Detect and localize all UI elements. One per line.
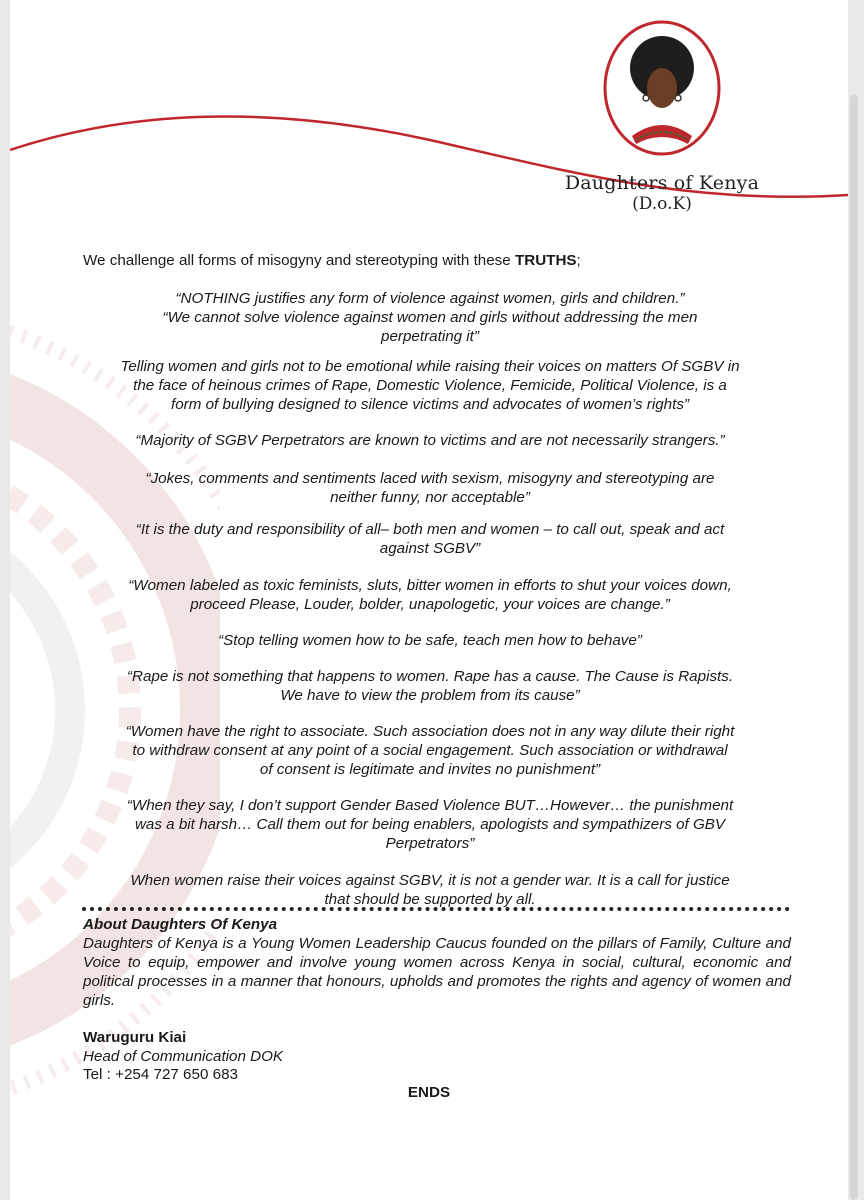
truth-paragraph [50, 796, 810, 853]
truth-line: Perpetrators” [385, 835, 475, 852]
about-heading: About Daughters Of Kenya [83, 916, 278, 933]
brand-block [558, 172, 766, 214]
truth-paragraph [50, 469, 810, 507]
brand-name: Daughters of Kenya [564, 172, 760, 194]
truth-line: “Jokes, comments and sentiments laced with sexism, misogyny and stereotyping are [145, 470, 715, 487]
truth-line: Telling women and girls not to be emotional while raising their voices on matters Of SGBV in [120, 358, 740, 375]
truth-paragraph [50, 357, 810, 414]
truth-line: perpetrating it” [381, 328, 479, 345]
truth-line: the face of heinous crimes of Rape, Domestic Violence, Femicide, Political Violence, is a [133, 377, 727, 394]
signatory-phone: Tel : +254 727 650 683 [83, 1066, 238, 1083]
truth-paragraph [50, 289, 810, 346]
signatory-name: Waruguru Kiai [83, 1029, 187, 1046]
truth-paragraph [50, 520, 810, 558]
document-page [10, 0, 848, 1200]
ends-marker: ENDS [407, 1084, 451, 1101]
intro-emphasis: TRUTHS [514, 252, 577, 269]
intro-tail: ; [576, 252, 581, 269]
about-body: Daughters of Kenya is a Young Women Leadership Caucus founded on the pillars of Family, Culture and Voice to equip, empower and involve young women across Kenya in social, cultural, economic and political processes in a manner that honours, upholds and promotes the rights and agency of women and girls. [83, 935, 791, 1009]
truth-line: that should be supported by all. [324, 891, 536, 908]
logo-emblem [602, 18, 722, 158]
section-divider [82, 907, 790, 911]
truth-line: “It is the duty and responsibility of all– both men and women – to call out, speak and act [135, 521, 725, 538]
truth-paragraph [50, 631, 810, 650]
truth-line: “Majority of SGBV Perpetrators are known to victims and are not necessarily strangers.” [135, 432, 725, 449]
truth-line: “When they say, I don’t support Gender Based Violence BUT…However… the punishment [126, 797, 734, 814]
truth-paragraph [50, 576, 810, 614]
truth-line: “Women labeled as toxic feminists, sluts, bitter women in efforts to shut your voices down, [128, 577, 732, 594]
truth-line: neither funny, nor acceptable” [330, 489, 530, 506]
truth-line: against SGBV” [379, 540, 481, 557]
truth-line: “Women have the right to associate. Such association does not in any way dilute their right [125, 723, 735, 740]
truth-paragraph [50, 431, 810, 450]
truth-line: When women raise their voices against SGBV, it is not a gender war. It is a call for justice [130, 872, 730, 889]
truth-line: “We cannot solve violence against women and girls without addressing the men [162, 309, 698, 326]
scrollbar[interactable] [850, 95, 858, 1200]
truth-line: of consent is legitimate and invites no punishment” [259, 761, 601, 778]
truth-paragraph [50, 722, 810, 779]
truth-line: to withdraw consent at any point of a social engagement. Such association or withdrawal [132, 742, 728, 759]
truth-paragraph [50, 871, 810, 909]
intro-line [83, 251, 581, 270]
truth-line: “Rape is not something that happens to women. Rape has a cause. The Cause is Rapists. [126, 668, 734, 685]
truth-line: “NOTHING justifies any form of violence against women, girls and children.” [175, 290, 685, 307]
truth-line: proceed Please, Louder, bolder, unapologetic, your voices are change.” [190, 596, 670, 613]
brand-abbreviation: (D.o.K) [632, 194, 692, 214]
truth-line: form of bullying designed to silence victims and advocates of women’s rights” [170, 396, 690, 413]
truth-line: was a bit harsh… Call them out for being enablers, apologists and sympathizers of GBV [134, 816, 726, 833]
truth-line: “Stop telling women how to be safe, teach men how to behave” [218, 632, 642, 649]
signatory-role: Head of Communication DOK [83, 1048, 284, 1065]
truth-paragraph [50, 667, 810, 705]
truth-line: We have to view the problem from its cause” [280, 687, 580, 704]
intro-text: We challenge all forms of misogyny and stereotyping with these [83, 252, 515, 269]
